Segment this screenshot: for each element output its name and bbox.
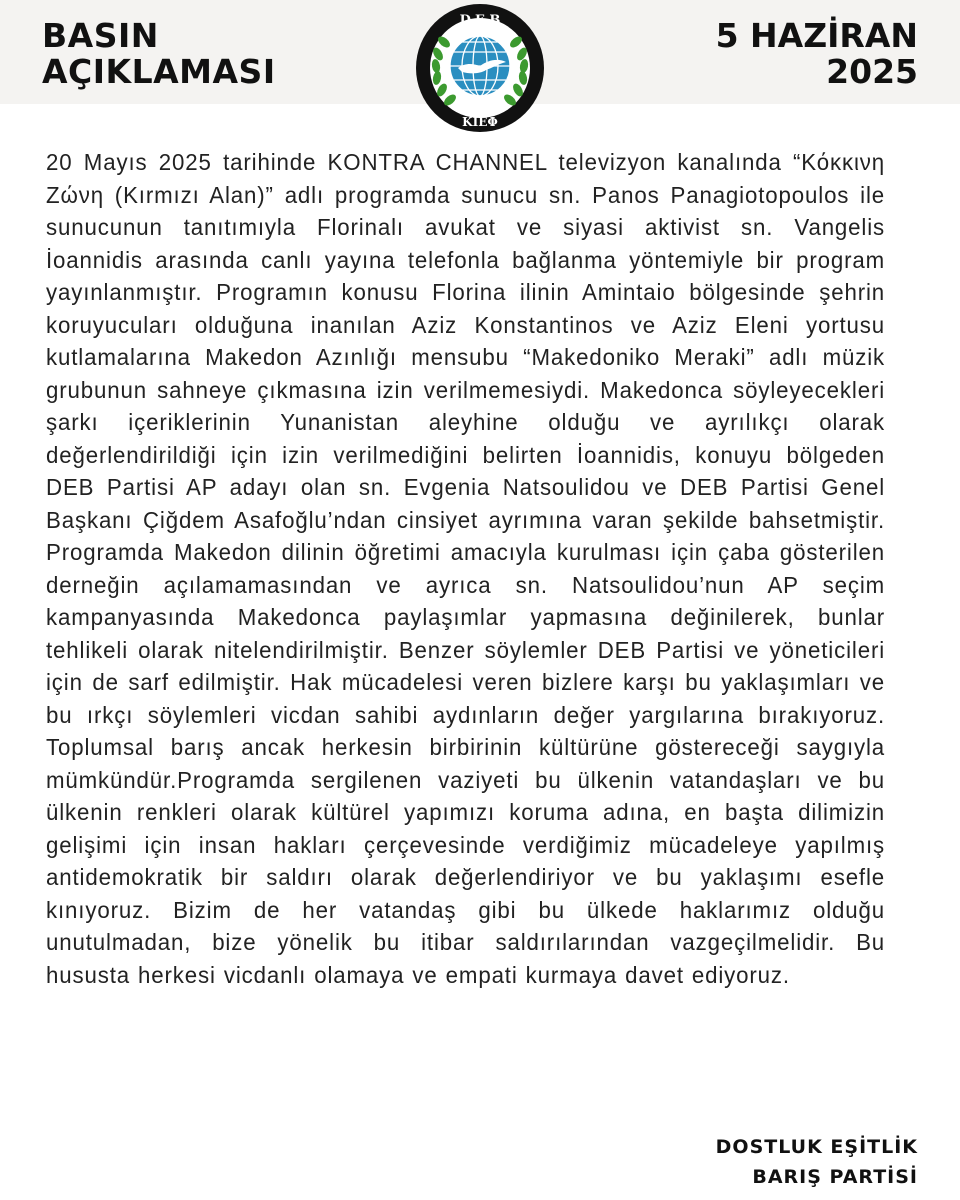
svg-text:D.E.B: D.E.B [459, 13, 501, 28]
date-day-month: 5 HAZİRAN [715, 16, 918, 55]
date-year: 2025 [826, 52, 918, 91]
signature-line-1: DOSTLUK EŞİTLİK [715, 1136, 918, 1158]
date-label [716, 18, 918, 90]
press-release-body: 20 Mayıs 2025 tarihinde KONTRA CHANNEL televizyon kanalında “Κόκκινη Ζώνη (Kırmızı Alan)” adlı programda sunucu sn. Panos Panagiotopoulos ile sunucunun tanıtımıyla Florinalı avukat ve siyasi aktivist sn. Vangelis İoannidis arasında canlı yayına telefonla bağlanma yöntemiyle bir program yayınlanmıştır. Programın konusu Florina ilinin Amintaio bölgesinde şehrin koruyucuları olduğuna inanılan Aziz Konstantinos ve Aziz Eleni yortusu kutlamalarına Makedon Azınlığı mensubu “Makedoniko Meraki” adlı müzik grubunun sahneye çıkmasına izin verilmemesiydi. Makedonca söyleyecekleri şarkı içeriklerinin Yunanistan aleyhine olduğu ve ayrılıkçı olarak değerlendirildiği için izin verilmediğini belirten İoannidis, konuyu bölgeden DEB Partisi AP adayı olan sn. Evgenia Natsoulidou ve DEB Partisi Genel Başkanı Çiğdem Asafoğlu’ndan cinsiyet ayrımına varan şekilde bahsetmiştir. Programda Makedon dilinin öğretimi amacıyla kurulması için çaba gösterilen derneğin açılamamasından ve ayrıca sn. Natsoulidou’nun AP seçim kampanyasında Makedonca paylaşımlar yapmasına değinilerek, bunlar tehlikeli olarak nitelendirilmiştir. Benzer söylemler DEB Partisi ve yöneticileri için de sarf edilmiştir. Hak mücadelesi veren bizlere karşı bu yaklaşımları ve bu ırkçı söylemleri vicdan sahibi aydınların değer yargılarına bırakıyoruz. Toplumsal barış ancak herkesin birbirinin kültürüne göstereceği saygıyla mümkündür.Programda sergilenen vaziyeti bu ülkenin vatandaşları ve bu ülkenin renkleri olarak kültürel yapımızı koruma adına, en başta dilimizin gelişimi için insan hakları çerçevesinde verdiğimiz mücadeleye yapılmış antidemokratik bir saldırı olarak değerlendiriyor ve bu yaklaşımı esefle kınıyoruz. Bizim de her vatandaş gibi bu ülkede haklarımız olduğu unutulmadan, bize yönelik bu itibar saldırılarından vazgeçilmelidir. Bu hususta herkesi vicdanlı olamaya ve empati kurmaya davet ediyoruz. [46, 149, 886, 988]
dove-globe-emblem-icon [414, 2, 546, 134]
title-line-2: AÇIKLAMASI [42, 52, 276, 91]
signature [716, 1132, 918, 1192]
party-logo [414, 2, 546, 134]
signature-line-2: BARIŞ PARTİSİ [752, 1166, 918, 1188]
svg-text:KIEΦ: KIEΦ [462, 115, 498, 129]
page-title [42, 18, 276, 90]
title-line-1: BASIN [42, 16, 159, 55]
